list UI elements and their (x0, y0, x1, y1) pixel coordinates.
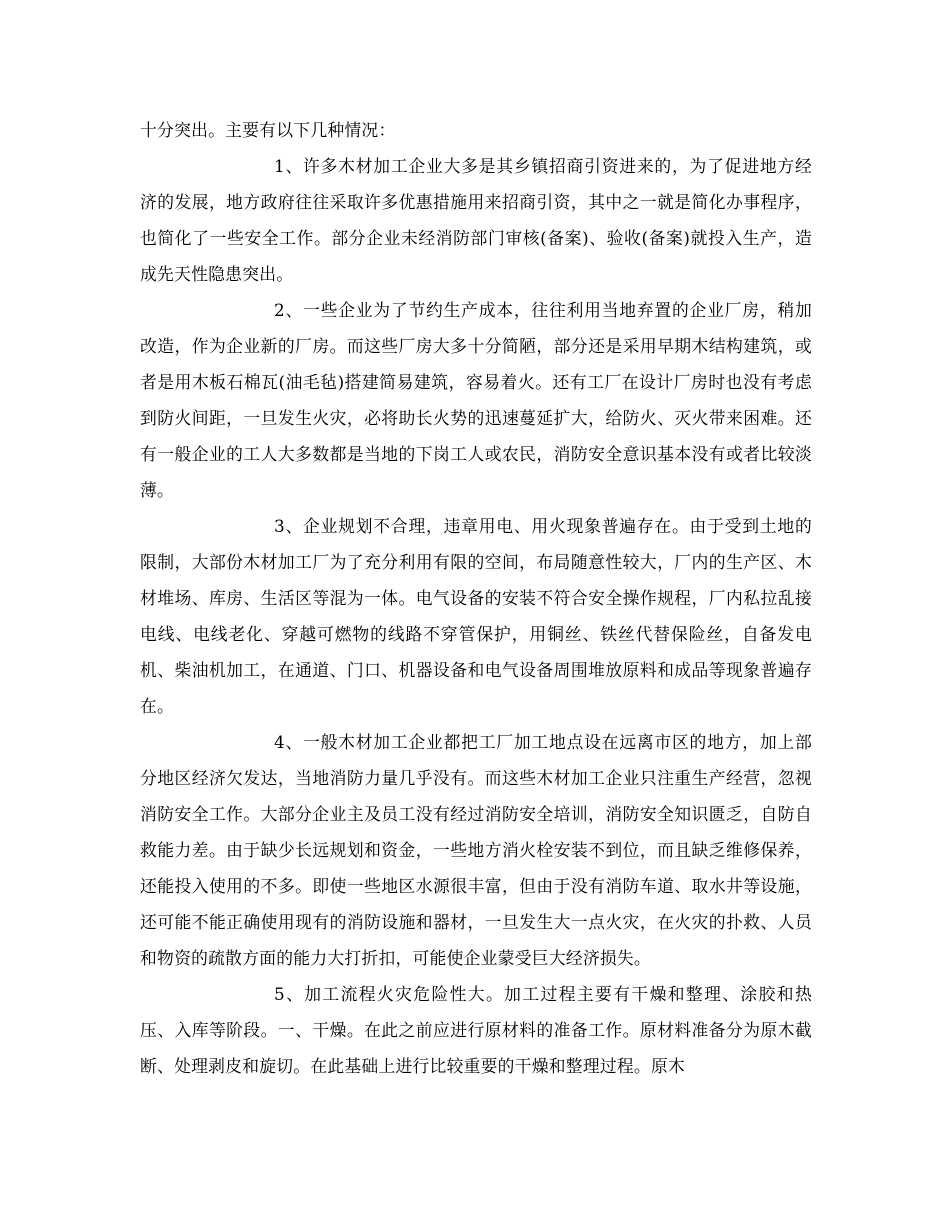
paragraph-5: 5、加工流程火灾危险性大。加工过程主要有干燥和整理、涂胶和热压、入库等阶段。一、干燥。在此之前应进行原材料的准备工作。原材料准备分为原木截断、处理剥皮和旋切。在此基础上进行比较重要的干燥和整理过程。原木 (140, 984, 812, 1076)
paragraph-2: 2、一些企业为了节约生产成本，往往利用当地弃置的企业厂房，稍加改造，作为企业新的厂房。而这些厂房大多十分简陋，部分还是采用早期木结构建筑，或者是用木板石棉瓦(油毛毡)搭建简易建筑，容易着火。还有工厂在设计厂房时也没有考虑到防火间距，一旦发生火灾，必将助长火势的迅速蔓延扩大，给防火、灭火带来困难。还有一般企业的工人大多数都是当地的下岗工人或农民，消防安全意识基本没有或者比较淡薄。 (140, 300, 812, 500)
paragraph-4: 4、一般木材加工企业都把工厂加工地点设在远离市区的地方，加上部分地区经济欠发达，当地消防力量几乎没有。而这些木材加工企业只注重生产经营，忽视消防安全工作。大部分企业主及员工没有经过消防安全培训，消防安全知识匮乏，自防自救能力差。由于缺少长远规划和资金，一些地方消火栓安装不到位，而且缺乏维修保养，还能投入使用的不多。即使一些地区水源很丰富，但由于没有消防车道、取水井等设施，还可能不能正确使用现有的消防设施和器材，一旦发生大一点火灾，在火灾的扑救、人员和物资的疏散方面的能力大打折扣，可能使企业蒙受巨大经济损失。 (140, 732, 812, 968)
document-body (140, 112, 812, 1084)
paragraph-3: 3、企业规划不合理，违章用电、用火现象普遍存在。由于受到土地的限制，大部份木材加工厂为了充分利用有限的空间，布局随意性较大，厂内的生产区、木材堆场、库房、生活区等混为一体。电气设备的安装不符合安全操作规程，厂内私拉乱接电线、电线老化、穿越可燃物的线路不穿管保护，用铜丝、铁丝代替保险丝，自备发电机、柴油机加工，在通道、门口、机器设备和电气设备周围堆放原料和成品等现象普遍存在。 (140, 516, 812, 716)
lead-line: 十分突出。主要有以下几种情况： (140, 120, 396, 140)
paragraph-1: 1、许多木材加工企业大多是其乡镇招商引资进来的，为了促进地方经济的发展，地方政府往往采取许多优惠措施用来招商引资，其中之一就是简化办事程序，也简化了一些安全工作。部分企业未经消防部门审核(备案)、验收(备案)就投入生产，造成先天性隐患突出。 (140, 156, 812, 284)
